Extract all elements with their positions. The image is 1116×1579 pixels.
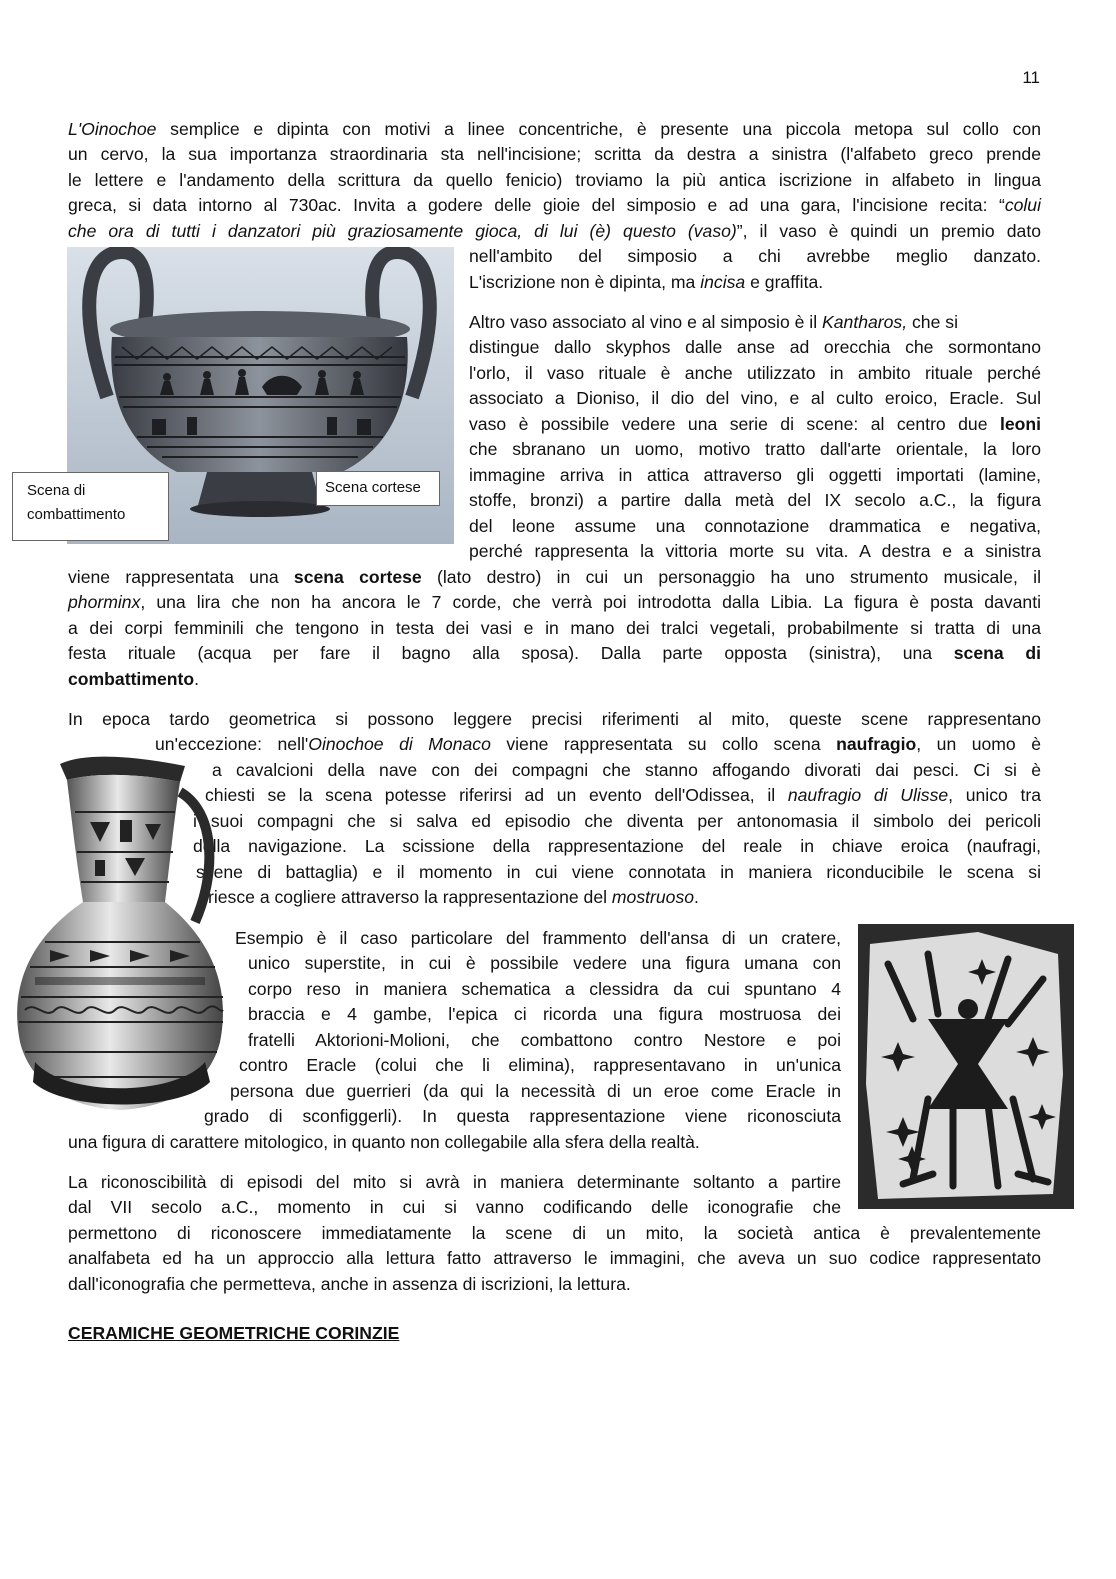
text-line: scene di battaglia) e il momento in cui viene connotata in maniera riconducibile le scena si bbox=[196, 862, 1041, 882]
text-line: analfabeta ed ha un approccio alla lettura fatto attraverso le immagini, che aveva un suo codice rappresentato bbox=[68, 1248, 1041, 1268]
text-line: dal VII secolo a.C., momento in cui si vanno codificando delle iconografie che bbox=[68, 1197, 841, 1217]
text-line: braccia e 4 gambe, l'epica ci ricorda una figura mostruosa dei bbox=[248, 1004, 841, 1024]
text-line: permettono di riconoscere immediatamente la scene di un mito, la società antica è prevalentemente bbox=[68, 1223, 1041, 1243]
text-line: dall'iconografia che permetteva, anche in assenza di iscrizioni, la lettura. bbox=[68, 1274, 631, 1294]
text-line: viene rappresentata una scena cortese (lato destro) in cui un personaggio ha uno strumento musicale, il bbox=[68, 567, 1041, 587]
page-number: 11 bbox=[1022, 68, 1040, 87]
text-line: immagine arriva in attica attraverso gli oggetti importati (lamine, bbox=[469, 465, 1041, 485]
text-line: greca, si data intorno al 730ac. Invita a godere delle gioie del simposio e ad una gara, l'incisione recita: “colui bbox=[68, 195, 1041, 215]
text-line: stoffe, bronzi) a partire dalla metà del IX secolo a.C., la figura bbox=[469, 490, 1041, 510]
text-line: riesce a cogliere attraverso la rappresentazione del mostruoso. bbox=[208, 887, 699, 907]
text-line: La riconoscibilità di episodi del mito si avrà in maniera determinante soltanto a partire bbox=[68, 1172, 841, 1192]
section-heading: CERAMICHE GEOMETRICHE CORINZIE bbox=[68, 1323, 400, 1343]
text-line: corpo reso in maniera schematica a clessidra da cui spuntano 4 bbox=[248, 979, 841, 999]
text-line: a cavalcioni della nave con dei compagni che stanno affogando divorati dai pesci. Ci si è bbox=[212, 760, 1041, 780]
text-line: della navigazione. La scissione della rappresentazione del reale in chiave eroica (naufragi, bbox=[193, 836, 1041, 856]
text-line: L'Oinochoe semplice e dipinta con motivi a linee concentriche, è presente una piccola metopa sul collo con bbox=[68, 119, 1041, 139]
text-line: phorminx, una lira che non ha ancora le 7 corde, che verrà poi introdotta dalla Libia. La figura è posta davanti bbox=[68, 592, 1041, 612]
text-line: contro Eracle (colui che li elimina), rappresentavano in un'unica bbox=[239, 1055, 841, 1075]
oinochoe-image bbox=[5, 752, 237, 1117]
text-line: festa rituale (acqua per fare il bagno alla sposa). Dalla parte opposta (sinistra), una scena di bbox=[68, 643, 1041, 663]
text-line: che sbranano un uomo, motivo tratto dall'arte orientale, la loro bbox=[469, 439, 1041, 459]
text-line: persona due guerrieri (da qui la necessità di un eroe come Eracle in bbox=[230, 1081, 841, 1101]
text-line: un cervo, la sua importanza straordinaria sta nell'incisione; scritta da destra a sinistra (l'alfabeto greco prende bbox=[68, 144, 1041, 164]
text-line: Esempio è il caso particolare del frammento dell'ansa di un cratere, bbox=[235, 928, 841, 948]
text-line: grado di sconfiggerli). In questa rappresentazione viene riconosciuta bbox=[204, 1106, 841, 1126]
text-line: l'orlo, il vaso rituale è anche utilizzato in ambito rituale perché bbox=[469, 363, 1041, 383]
text-line: chiesti se la scena potesse riferirsi ad un evento dell'Odissea, il naufragio di Ulisse, unico tra bbox=[205, 785, 1041, 805]
text-line: le lettere e l'andamento della scrittura da quello fenicio) troviamo la più antica iscrizione in alfabeto in lingua bbox=[68, 170, 1041, 190]
text-line: perché rappresenta la vittoria morte su vita. A destra e a sinistra bbox=[469, 541, 1041, 561]
text-line: che ora di tutti i danzatori più graziosamente gioca, di lui (è) questo (vaso)”, il vaso è quindi un premio dato bbox=[68, 221, 1041, 241]
text-line: L'iscrizione non è dipinta, ma incisa e graffita. bbox=[469, 272, 824, 292]
text-line: del leone assume una connotazione drammatica e negativa, bbox=[469, 516, 1041, 536]
caption-battle-scene: Scena di combattimento bbox=[12, 472, 169, 541]
text-line: distingue dallo skyphos dalle anse ad orecchia che sormontano bbox=[469, 337, 1041, 357]
text-line: nell'ambito del simposio a chi avrebbe meglio danzato. bbox=[469, 246, 1041, 266]
text-line: vaso è possibile vedere una serie di scene: al centro due leoni bbox=[469, 414, 1041, 434]
text-line: a dei corpi femminili che tengono in testa dei vasi e in mano dei tralci vegetali, probabilmente si tratta di una bbox=[68, 618, 1041, 638]
text-line: associato a Dioniso, il dio del vino, e al culto eroico, Eracle. Sul bbox=[469, 388, 1041, 408]
text-line: Altro vaso associato al vino e al simposio è il Kantharos, che si bbox=[469, 312, 958, 332]
text-line: In epoca tardo geometrica si possono leggere precisi riferimenti al mito, queste scene rappresentano bbox=[68, 709, 1041, 729]
text-line: una figura di carattere mitologico, in quanto non collegabile alla sfera della realtà. bbox=[68, 1132, 700, 1152]
crater-fragment-image bbox=[858, 924, 1074, 1209]
text-line: combattimento. bbox=[68, 669, 199, 689]
text-line: unico superstite, in cui è possibile vedere una figura umana con bbox=[248, 953, 841, 973]
text-line: i suoi compagni che si salva ed episodio che diventa per antonomasia il simbolo dei pericoli bbox=[193, 811, 1041, 831]
text-line: fratelli Aktorioni-Molioni, che combattono contro Nestore e poi bbox=[248, 1030, 841, 1050]
text-line: un'eccezione: nell'Oinochoe di Monaco viene rappresentata su collo scena naufragio, un uomo è bbox=[155, 734, 1041, 754]
caption-courtly-scene: Scena cortese bbox=[316, 471, 440, 506]
